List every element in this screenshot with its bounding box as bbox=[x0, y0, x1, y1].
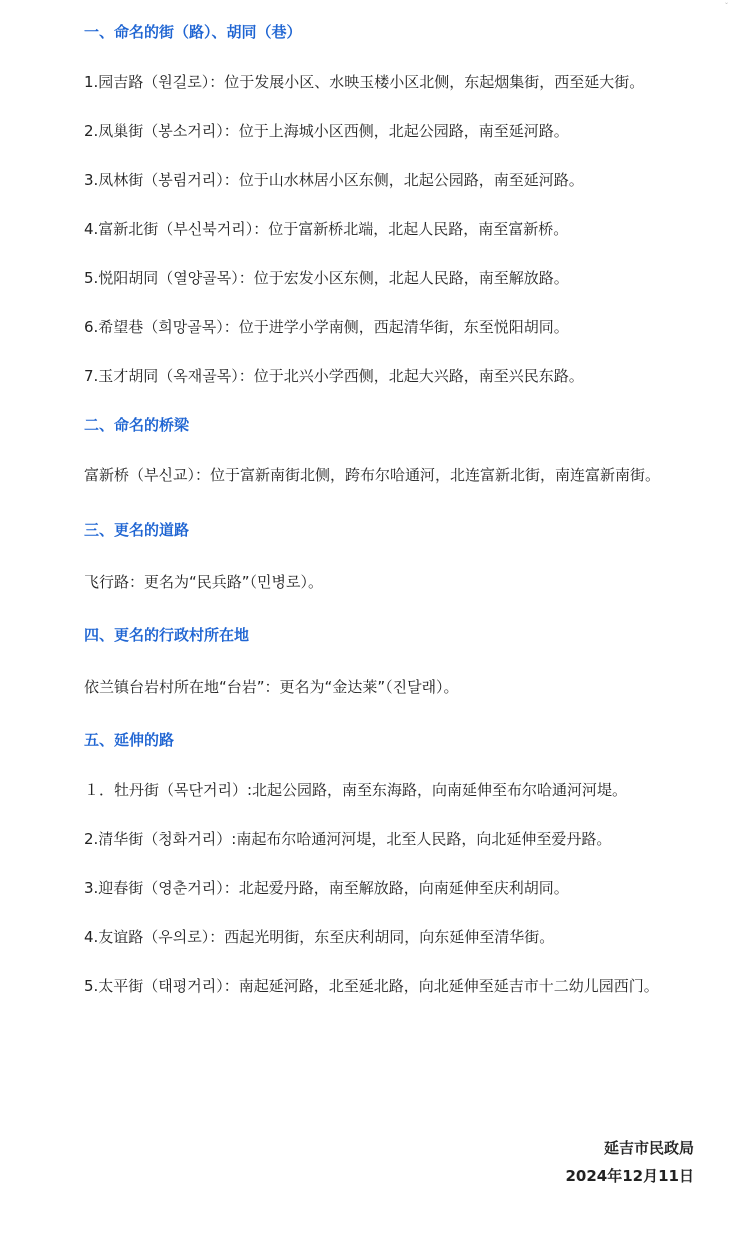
renamed-road-item-1: 飞行路：更名为“民兵路”（민병로）。 bbox=[84, 573, 324, 591]
section-heading-street-naming: 一、命名的街（路）、胡同（巷） bbox=[84, 23, 302, 41]
extended-road-item-4: 4.友谊路（우의로）：西起光明街，东至庆利胡同，向东延伸至清华街。 bbox=[84, 928, 555, 946]
signature-block bbox=[566, 1134, 695, 1190]
bridge-item-1: 富新桥（부신교）：位于富新南街北侧，跨布尔哈通河，北连富新北街，南连富新南街。 bbox=[84, 466, 660, 484]
issuing-organization: 延吉市民政局 bbox=[603, 1139, 694, 1157]
street-item-2: 2.凤巢街（봉소거리）：位于上海城小区西侧，北起公园路，南至延河路。 bbox=[84, 122, 569, 140]
street-item-5: 5.悦阳胡同（열양골목）：位于宏发小区东侧，北起人民路，南至解放路。 bbox=[84, 269, 569, 287]
street-item-6: 6.希望巷（희망골목）：位于进学小学南侧，西起清华街，东至悦阳胡同。 bbox=[84, 318, 569, 336]
issue-date: 2024年12月11日 bbox=[565, 1167, 694, 1185]
corner-mark-icon: ⌄ bbox=[724, 0, 730, 6]
section-heading-village-renaming: 四、更名的行政村所在地 bbox=[84, 626, 250, 644]
extended-road-item-3: 3.迎春街（영춘거리）：北起爱丹路，南至解放路，向南延伸至庆利胡同。 bbox=[84, 879, 569, 897]
street-item-7: 7.玉才胡同（옥재골목）：位于北兴小学西侧，北起大兴路，南至兴民东路。 bbox=[84, 367, 584, 385]
section-heading-bridge-naming: 二、命名的桥梁 bbox=[84, 416, 190, 434]
street-item-1: 1.园吉路（원길로）：位于发展小区、水映玉楼小区北侧，东起烟集街，西至延大街。 bbox=[84, 73, 645, 91]
extended-road-item-5: 5.太平街（태평거리）：南起延河路，北至延北路，向北延伸至延吉市十二幼儿园西门。 bbox=[84, 977, 659, 995]
section-heading-road-renaming: 三、更名的道路 bbox=[84, 521, 190, 539]
extended-road-item-1: １．牡丹街（목단거리）:北起公园路，南至东海路，向南延伸至布尔哈通河河堤。 bbox=[84, 781, 628, 799]
announcement-body bbox=[52, 20, 696, 999]
street-item-4: 4.富新北街（부신북거리）：位于富新桥北端，北起人民路，南至富新桥。 bbox=[84, 220, 569, 238]
extended-road-item-2: 2.清华街（청화거리）:南起布尔哈通河河堤，北至人民路，向北延伸至爱丹路。 bbox=[84, 830, 612, 848]
street-item-3: 3.凤林街（봉림거리）：位于山水林居小区东侧，北起公园路，南至延河路。 bbox=[84, 171, 584, 189]
renamed-village-item-1: 依兰镇台岩村所在地“台岩”：更名为“金达莱”（진달래）。 bbox=[84, 678, 459, 696]
section-heading-road-extension: 五、延伸的路 bbox=[84, 731, 175, 749]
